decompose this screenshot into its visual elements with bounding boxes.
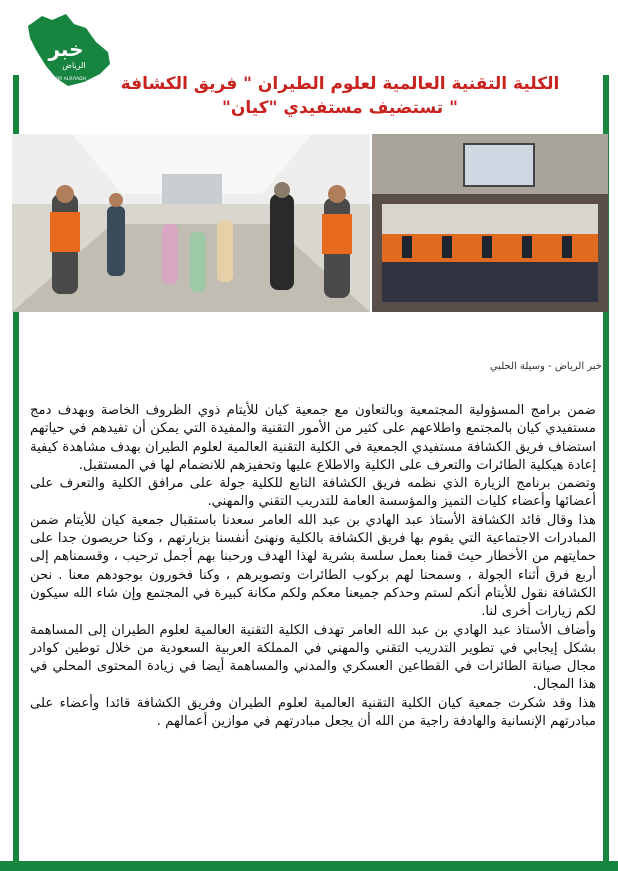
photo-hangar-visit bbox=[12, 134, 370, 312]
saudi-map-logo-icon bbox=[22, 8, 114, 90]
logo-subtitle: KHBR ALRIYADH bbox=[49, 77, 87, 82]
bottom-green-bar bbox=[0, 861, 618, 871]
logo-word: خبر bbox=[48, 37, 84, 61]
paragraph-3: هذا وقال قائد الكشافة الأستاذ عبد الهادي بن عبد الله العامر سعدنا باستقبال جمعية كيان للأيتام ضمن المبادرات الاجتماعية التي يقوم بها فريق الكشافة بالكلية ونهنئ أنفسنا بزيارتهم ، وكنا حريصون جدا على حمايتهم من الأخطار حيث قمنا بعمل سلسة بشرية لهذا الهدف ورحبنا بهم أجمل ترحيب ، وقسمناهم إلى أربع فرق أثناء الجولة ، وسمحنا لهم بركوب الطائرات وتصويرهم ، وكنا فخورون بوجودهم معنا . نحن الكشافة نقول للأيتام أنكم لستم وحدكم جميعنا معكم ولكم مكانة كبيرة في المجتمع وإن شاء الله سيكون لكم زيارات أخرى لنا. bbox=[30, 512, 596, 620]
hangar-photo-icon bbox=[12, 134, 370, 312]
paragraph-5: هذا وقد شكرت جمعية كيان الكلية التقنية العالمية لعلوم الطيران وفريق الكشافة قائدا وأعضاء على مبادرتهم الإنسانية والهادفة راجية من الله أن يجعل مبادرتهم في موازين أعمالهم . bbox=[30, 695, 596, 730]
paragraph-2: وتضمن برنامج الزيارة الذي نظمه فريق الكشافة التابع للكلية جولة على مرافق الكلية والتعرف على أعضائها وأعضاء كليات التميز والمؤسسة العامة للتدريب التقني والمهني. bbox=[30, 476, 596, 510]
khbr-alriyadh-logo bbox=[22, 8, 114, 90]
article-credit: خبر الرياض - وسيلة الحلبي bbox=[489, 361, 602, 372]
group-photo-icon bbox=[372, 134, 608, 312]
logo-city: الرياض bbox=[62, 61, 86, 70]
article-body bbox=[30, 402, 596, 731]
article-title: الكلية التقنية العالمية لعلوم الطيران " فريق الكشافة " تستضيف مستفيدي "كيان" bbox=[120, 74, 560, 118]
photo-group-lecture-hall bbox=[372, 134, 608, 312]
paragraph-1: ضمن برامج المسؤولية المجتمعية وبالتعاون مع جمعية كيان للأيتام ذوي الظروف الخاصة وبهدف دمج مستفيدي كيان بالمجتمع واطلاعهم على كثير من الأمور التقنية والمفيدة التي يمكن أن تفيدهم في حياتهم استضاف فريق الكشافة مستفيدي الجمعية في الكلية التقنية العالمية لعلوم الطيران بهدف مشاهدة كيفية إعادة هيكلية الطائرات والتعرف على الكلية والاطلاع عليها وتحفيزهم للانضمام لها في المستقبل. bbox=[30, 403, 596, 473]
paragraph-4: وأضاف الأستاذ عبد الهادي بن عبد الله العامر تهدف الكلية التقنية العالمية لعلوم الطيران إلى المساهمة بشكل إيجابي في تطوير التدريب التقني والمهني في المملكة العربية السعودية من خلال توطين كوادر مجال صيانة الطائرات في القطاعين العسكري والمدني والمساهمة أيضا في زيادة المحتوى المحلي في هذا المجال. bbox=[30, 622, 596, 693]
